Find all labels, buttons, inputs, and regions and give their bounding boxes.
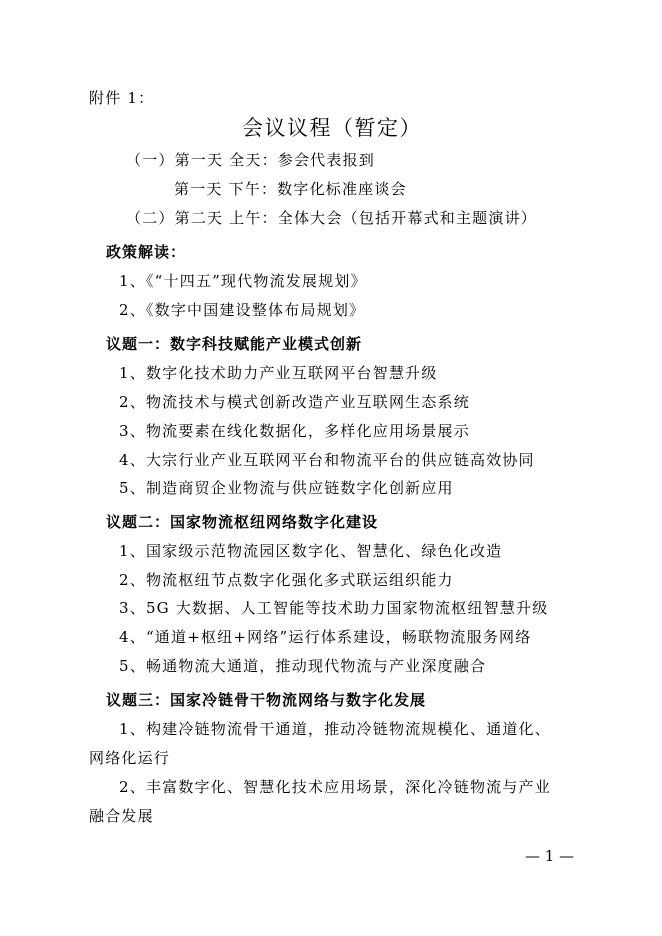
topic1-item: 1、数字化技术助力产业互联网平台智慧升级: [119, 364, 438, 382]
topic1-item: 5、制造商贸企业物流与供应链数字化创新应用: [119, 479, 454, 497]
schedule-day1-afternoon: 第一天 下午：数字化标准座谈会: [174, 180, 407, 198]
attachment-label: 附件 1：: [89, 89, 155, 107]
topic1-heading: 议题一：数字科技赋能产业模式创新: [106, 335, 363, 353]
topic2-item: 4、“通道+枢纽+网络”运行体系建设，畅联物流服务网络: [119, 628, 532, 646]
schedule-day2-morning: （二）第二天 上午：全体大会（包括开幕式和主题演讲）: [126, 209, 537, 227]
topic1-item: 2、物流技术与模式创新改造产业互联网生态系统: [119, 393, 470, 411]
topic2-heading: 议题二：国家物流枢纽网络数字化建设: [106, 513, 379, 531]
page-number: — 1 —: [525, 847, 575, 865]
topic3-item2-line1: 2、丰富数字化、智慧化技术应用场景，深化冷链物流与产业: [119, 778, 551, 796]
topic2-item: 1、国家级示范物流园区数字化、智慧化、绿色化改造: [119, 542, 503, 560]
topic3-item1-line2: 网络化运行: [89, 749, 171, 767]
topic1-item: 4、大宗行业产业互联网平台和物流平台的供应链高效协同: [119, 451, 535, 469]
topic2-item: 5、畅通物流大通道，推动现代物流与产业深度融合: [119, 657, 487, 675]
page-title: 会议议程（暂定）: [242, 116, 422, 140]
policy-item: 2、《数字中国建设整体布局规划》: [119, 301, 366, 319]
topic2-item: 2、物流枢纽节点数字化强化多式联运组织能力: [119, 571, 454, 589]
topic3-heading: 议题三：国家冷链骨干物流网络与数字化发展: [106, 691, 427, 709]
topic1-item: 3、物流要素在线化数据化，多样化应用场景展示: [119, 422, 470, 440]
topic3-item2-line2: 融合发展: [89, 807, 154, 825]
schedule-day1-full: （一）第一天 全天：参会代表报到: [126, 151, 375, 169]
topic2-item: 3、5G 大数据、人工智能等技术助力国家物流枢纽智慧升级: [119, 599, 549, 617]
topic3-item1-line1: 1、构建冷链物流骨干通道，推动冷链物流规模化、通道化、: [119, 720, 551, 738]
policy-item: 1、《“十四五”现代物流发展规划》: [119, 272, 367, 290]
policy-heading: 政策解读：: [106, 243, 187, 261]
